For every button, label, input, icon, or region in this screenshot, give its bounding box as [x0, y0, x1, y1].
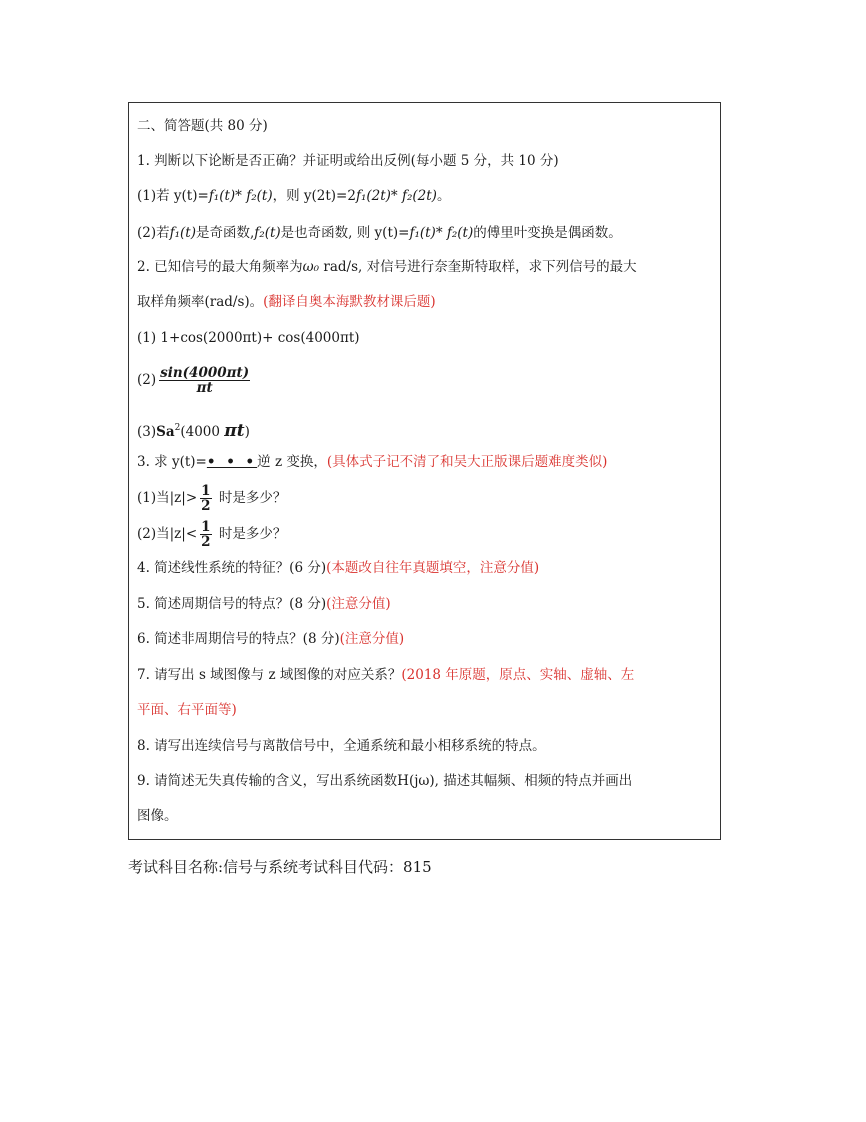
q7-line1: 7. 请写出 s 域图像与 z 域图像的对应关系？(2018 年原题，原点、实轴、虚轴、左 [137, 667, 635, 683]
section-title: 二、简答题(共 80 分) [137, 118, 268, 134]
q7-note: (2018 年原题，原点、实轴、虚轴、左 [401, 667, 635, 683]
q9-line2: 图像。 [137, 808, 178, 824]
q5-note: (注意分值) [326, 596, 391, 612]
q2-part3: (3)Sa$^2$(4000 πt) [137, 421, 250, 441]
exam-subject-footer: 考试科目名称:信号与系统考试科目代码：815 [128, 858, 432, 876]
q9-line1: 9. 请简述无失真传输的含义，写出系统函数H(jω), 描述其幅频、相频的特点并画出 [137, 773, 633, 789]
q2-part2: (2) $\frac{\sin(4000\pi t)}{\pi t}$ [137, 365, 250, 396]
q2-line2: 取样角频率(rad/s)。(翻译自奥本海默教材课后题) [137, 294, 436, 310]
q6-note: (注意分值) [339, 631, 405, 647]
q8-line: 8. 请写出连续信号与离散信号中，全通系统和最小相移系统的特点。 [137, 738, 546, 754]
q6-line: 6. 简述非周期信号的特点？(8 分)(注意分值) [137, 631, 405, 647]
q3-part1: (1)当|z|> $\frac{1}{2}$ 时是多少？ [137, 483, 287, 514]
q1-title: 1. 判断以下论断是否正确？并证明或给出反例(每小题 5 分，共 10 分) [137, 153, 559, 169]
q4-note: (本题改自往年真题填空，注意分值) [326, 560, 540, 576]
q2-part1: (1) 1+cos(2000πt)+ cos(4000πt) [137, 330, 360, 346]
q3-note: (具体式子记不清了和吴大正版课后题难度类似) [326, 454, 608, 470]
q3-line: 3. 求 y(t)=• • •逆 z 变换，(具体式子记不清了和吴大正版课后题难度类似) [137, 454, 608, 470]
half-fraction: $\frac{1}{2}$ [201, 483, 211, 514]
q1-part2: (2)若f₁(t)是奇函数,f₂(t)是也奇函数, 则 y(t)=f₁(t)* f₂(t)的傅里叶变换是偶函数。 [137, 225, 622, 241]
q3-part2: (2)当|z|< $\frac{1}{2}$ 时是多少？ [137, 519, 287, 550]
q4-line: 4. 简述线性系统的特征？(6 分)(本题改自往年真题填空，注意分值) [137, 560, 540, 576]
omitted-expression: • • • [206, 454, 258, 470]
q7-line2: 平面、右平面等) [137, 702, 237, 718]
sinc-fraction: $\frac{\sin(4000\pi t)}{\pi t}$ [160, 365, 250, 396]
q5-line: 5. 简述周期信号的特点？(8 分)(注意分值) [137, 596, 391, 612]
half-fraction: $\frac{1}{2}$ [201, 519, 211, 550]
q1-part1: (1)若 y(t)=f₁(t)* f₂(t)，则 y(2t)=2f₁(2t)* f₂(2t)。 [137, 188, 451, 204]
q2-note: (翻译自奥本海默教材课后题) [263, 294, 436, 310]
q2-line1: 2. 已知信号的最大角频率为ω₀ rad/s, 对信号进行奈奎斯特取样，求下列信号的最大 [137, 259, 637, 275]
